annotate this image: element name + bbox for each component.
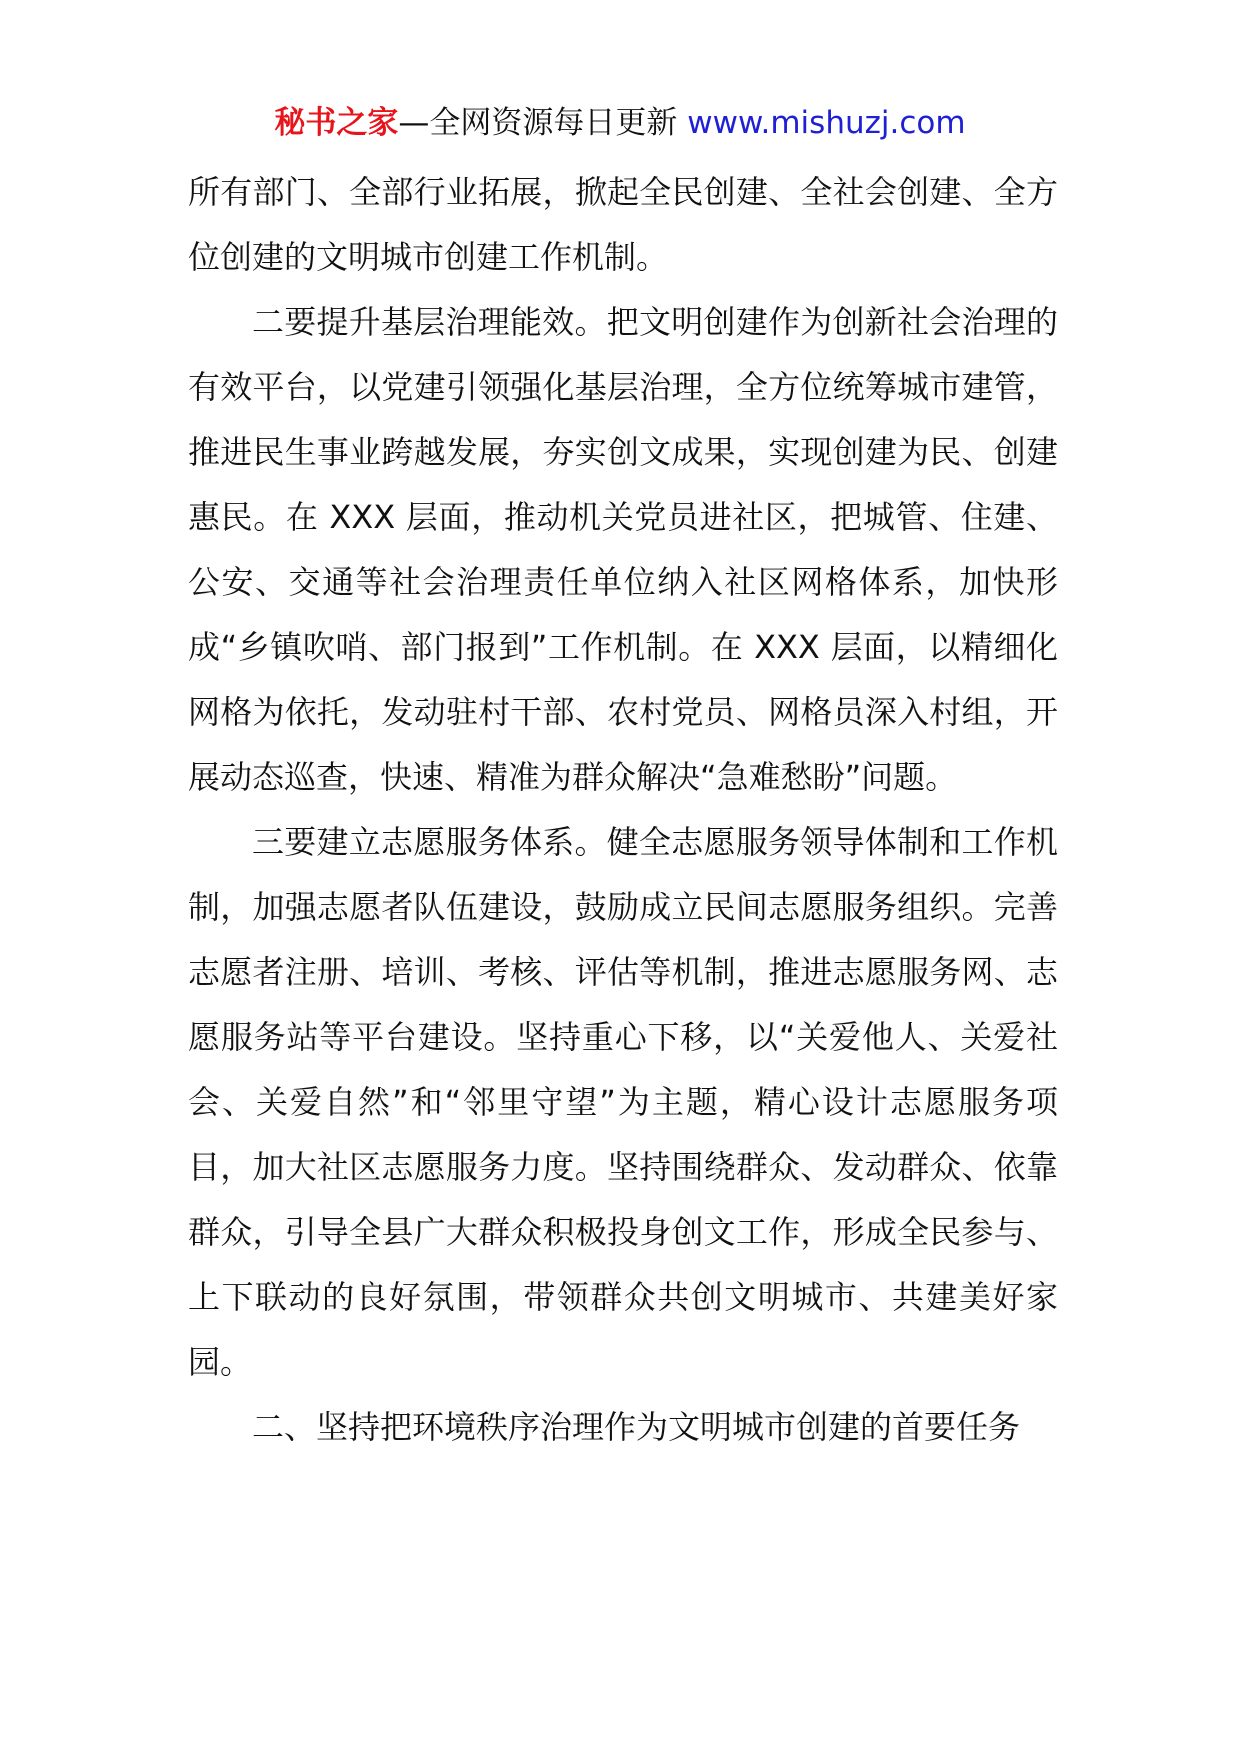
page-header [0, 100, 1240, 146]
header-url-link[interactable]: www.mishuzj.com [687, 105, 966, 141]
header-brand: 秘书之家 [274, 105, 399, 141]
header-slogan: —全网资源每日更新 [398, 105, 688, 141]
paragraph-grassroots-governance: 二要提升基层治理能效。把文明创建作为创新社会治理的有效平台，以党建引领强化基层治理，全方位统筹城市建管，推进民生事业跨越发展，夯实创文成果，实现创建为民、创建惠民。在 XXX 层面，推动机关党员进社区，把城管、住建、公安、交通等社会治理责任单位纳入社区网格体系，加快形成“乡镇吹哨、部门报到”工作机制。在 XXX 层面，以精细化网格为依托，发动驻村干部、农村党员、网格员深入村组，开展动态巡查，快速、精准为群众解决“急难愁盼”问题。 [188, 303, 1058, 796]
section-heading: 二、坚持把环境秩序治理作为文明城市创建的首要任务 [252, 1408, 1021, 1446]
document-body [188, 160, 1058, 1460]
paragraph-volunteer-service: 三要建立志愿服务体系。健全志愿服务领导体制和工作机制，加强志愿者队伍建设，鼓励成立民间志愿服务组织。完善志愿者注册、培训、考核、评估等机制，推进志愿服务网、志愿服务站等平台建设。坚持重心下移，以“关爱他人、关爱社会、关爱自然”和“邻里守望”为主题，精心设计志愿服务项目，加大社区志愿服务力度。坚持围绕群众、发动群众、依靠群众，引导全县广大群众积极投身创文工作，形成全民参与、上下联动的良好氛围，带领群众共创文明城市、共建美好家园。 [188, 823, 1058, 1381]
paragraph-continuation: 所有部门、全部行业拓展，掀起全民创建、全社会创建、全方位创建的文明城市创建工作机制。 [188, 173, 1058, 276]
